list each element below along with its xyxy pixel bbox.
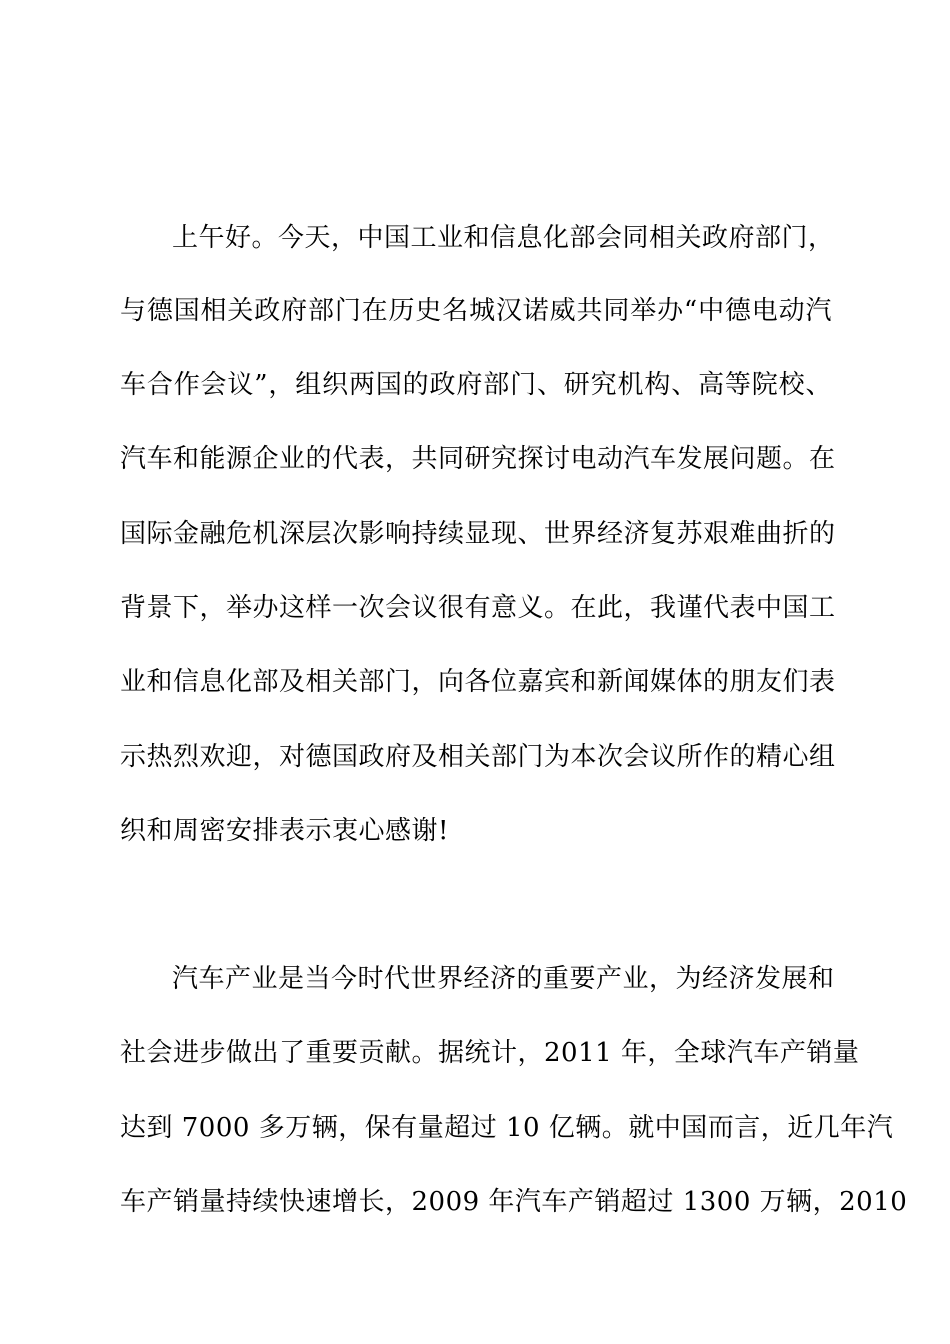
paragraph-1-line-5: 国际金融危机深层次影响持续显现、世界经济复苏艰难曲折的 — [120, 519, 836, 549]
paragraph-2-line-4: 车产销量持续快速增长，2009 年汽车产销超过 1300 万辆，2010 — [120, 1187, 908, 1217]
paragraph-1-line-8: 示热烈欢迎，对德国政府及相关部门为本次会议所作的精心组 — [120, 742, 836, 772]
paragraph-1-line-6: 背景下，举办这样一次会议很有意义。在此，我谨代表中国工 — [120, 593, 836, 623]
paragraph-1-line-2: 与德国相关政府部门在历史名城汉诺威共同举办“中德电动汽 — [120, 296, 832, 326]
paragraph-2-line-1: 汽车产业是当今时代世界经济的重要产业，为经济发展和 — [172, 964, 835, 994]
paragraph-2-line-2: 社会进步做出了重要贡献。据统计，2011 年，全球汽车产销量 — [120, 1038, 860, 1068]
paragraph-1-line-3: 车合作会议”，组织两国的政府部门、研究机构、高等院校、 — [120, 370, 832, 400]
paragraph-2-line-3: 达到 7000 多万辆，保有量超过 10 亿辆。就中国而言，近几年汽 — [120, 1113, 894, 1143]
paragraph-1-line-9: 织和周密安排表示衷心感谢! — [120, 816, 449, 846]
paragraph-1-line-4: 汽车和能源企业的代表，共同研究探讨电动汽车发展问题。在 — [120, 444, 836, 474]
paragraph-1-line-1: 上午好。今天，中国工业和信息化部会同相关政府部门， — [172, 223, 835, 253]
paragraph-1-line-7: 业和信息化部及相关部门，向各位嘉宾和新闻媒体的朋友们表 — [120, 667, 836, 697]
